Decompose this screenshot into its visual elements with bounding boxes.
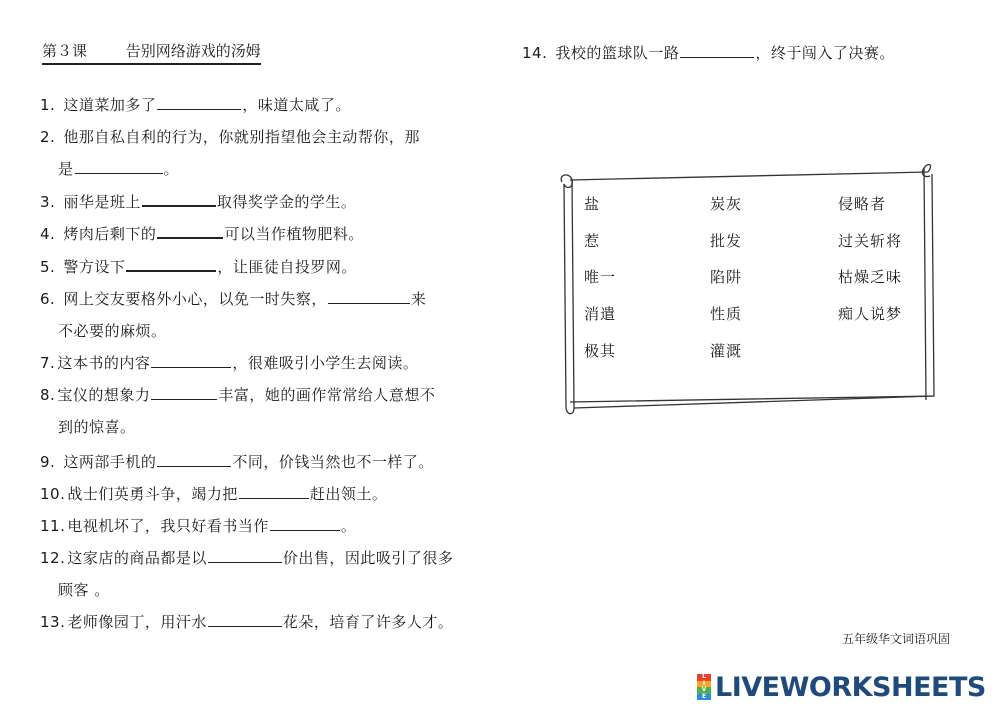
answer-blank[interactable]	[151, 384, 217, 400]
question-text-before: 网上交友要格外小心，以免一时失察，	[63, 290, 327, 308]
question-continuation	[58, 416, 136, 437]
brand-logo	[697, 672, 986, 702]
question-text-after: 丰富，她的画作常常给人意想不	[218, 386, 436, 404]
question-number: 1.	[40, 96, 56, 114]
question-text-before: 老师像园丁，用汗水	[67, 613, 207, 631]
question-text-after: ，味道太咸了。	[242, 96, 351, 114]
word-bank-item: 侵略者	[838, 195, 887, 213]
question-number: 14.	[522, 44, 548, 62]
question-row	[40, 288, 426, 309]
word-bank-scroll	[556, 160, 940, 422]
question-number: 6.	[40, 290, 56, 308]
question-text-before: 这道菜加多了	[63, 96, 157, 114]
lesson-number: 第３课	[42, 42, 88, 60]
answer-blank[interactable]	[208, 547, 282, 563]
question-text-before: 到的惊喜。	[58, 418, 136, 436]
question-text-before: 他那自私自利的行为，你就别指望他会主动帮你，那	[63, 128, 420, 146]
logo-block: I	[697, 681, 711, 688]
question-text-after: 价出售，因此吸引了很多	[282, 549, 454, 567]
question-text-before: 顾客 。	[58, 581, 110, 599]
answer-blank[interactable]	[142, 190, 216, 207]
word-bank-item: 过关斩将	[838, 232, 903, 250]
question-row	[40, 222, 364, 244]
question-continuation	[58, 579, 110, 600]
answer-blank[interactable]	[157, 451, 231, 467]
question-number: 3.	[40, 193, 56, 211]
question-text-after: 来	[410, 290, 427, 308]
answer-blank[interactable]	[328, 288, 410, 304]
question-number: 2.	[40, 128, 56, 146]
word-bank-item: 陷阱	[710, 268, 743, 286]
question-text-after: 赶出领土。	[309, 485, 388, 503]
question-row	[40, 384, 435, 405]
word-bank-item: 盐	[584, 195, 601, 213]
question-text-after: 不同，价钱当然也不一样了。	[232, 453, 434, 471]
question-text-before: 电视机坏了，我只好看书当作	[67, 517, 269, 535]
question-text-after: ，很难吸引小学生去阅读。	[232, 354, 419, 372]
lesson-header	[42, 40, 261, 65]
question-number: 5.	[40, 258, 56, 276]
word-bank-item: 性质	[710, 305, 743, 323]
brand-name: LIVEWORKSHEETS	[715, 671, 986, 703]
question-row	[40, 451, 434, 472]
word-bank-item: 炭灰	[710, 195, 743, 213]
question-row	[40, 352, 418, 373]
question-row	[40, 547, 453, 568]
word-bank-item: 枯燥乏味	[838, 268, 903, 286]
question-text-before: 警方设下	[63, 258, 126, 276]
answer-blank[interactable]	[157, 222, 223, 239]
question-text-before: 我校的篮球队一路	[555, 44, 680, 62]
word-bank-item: 痴人说梦	[838, 305, 903, 323]
word-bank-item: 灌溉	[710, 342, 743, 360]
question-text-before: 宝仪的想象力	[57, 386, 151, 404]
question-row	[40, 190, 356, 212]
question-text-after: ，终于闯入了决赛。	[755, 44, 895, 62]
question-14	[522, 42, 895, 63]
question-row	[40, 515, 356, 536]
question-text-before: 丽华是班上	[63, 193, 141, 211]
answer-blank[interactable]	[680, 42, 754, 58]
question-number: 10.	[40, 485, 66, 503]
word-bank-item: 极其	[584, 342, 617, 360]
question-number: 8.	[40, 386, 56, 404]
question-number: 9.	[40, 453, 56, 471]
word-bank-item: 惹	[584, 232, 601, 250]
question-text-before: 是	[58, 160, 74, 178]
logo-block: L	[697, 674, 711, 681]
question-number: 12.	[40, 549, 66, 567]
question-text-before: 烤肉后剩下的	[63, 225, 157, 243]
question-number: 13.	[40, 613, 66, 631]
word-bank-item: 唯一	[584, 268, 617, 286]
question-text-after: 。	[163, 160, 180, 178]
question-text-after: 可以当作植物肥料。	[224, 225, 364, 243]
answer-blank[interactable]	[75, 158, 163, 174]
answer-blank[interactable]	[151, 352, 231, 368]
question-row	[40, 611, 453, 632]
answer-blank[interactable]	[239, 483, 309, 499]
word-bank-item: 消遣	[584, 305, 617, 323]
question-row	[40, 126, 420, 147]
answer-blank[interactable]	[126, 255, 216, 272]
question-text-before: 这两部手机的	[63, 453, 157, 471]
question-text-before: 战士们英勇斗争，竭力把	[67, 485, 238, 503]
question-continuation	[58, 158, 179, 179]
question-row	[40, 483, 387, 504]
question-text-before: 这家店的商品都是以	[67, 549, 207, 567]
answer-blank[interactable]	[208, 611, 282, 627]
question-row	[40, 255, 357, 277]
question-text-after: 。	[340, 517, 357, 535]
word-bank-item: 批发	[710, 232, 743, 250]
answer-blank[interactable]	[270, 515, 340, 531]
question-row	[40, 94, 351, 115]
question-continuation	[58, 320, 167, 341]
question-text-before: 这本书的内容	[57, 354, 151, 372]
question-text-after: 取得奖学金的学生。	[216, 193, 357, 211]
footer-note: 五年级华文词语巩固	[842, 632, 951, 646]
logo-block: V	[697, 687, 711, 694]
question-number: 11.	[40, 517, 66, 535]
logo-block: E	[697, 694, 711, 701]
question-number: 4.	[40, 225, 56, 243]
lesson-title: 告别网络游戏的汤姆	[125, 42, 261, 60]
question-text-before: 不必要的麻烦。	[58, 322, 167, 340]
question-text-after: ，让匪徒自投罗网。	[217, 258, 357, 276]
liveworksheets-icon	[697, 674, 711, 700]
question-text-after: 花朵，培育了许多人才。	[282, 613, 454, 631]
question-number: 7.	[40, 354, 56, 372]
answer-blank[interactable]	[157, 94, 241, 110]
